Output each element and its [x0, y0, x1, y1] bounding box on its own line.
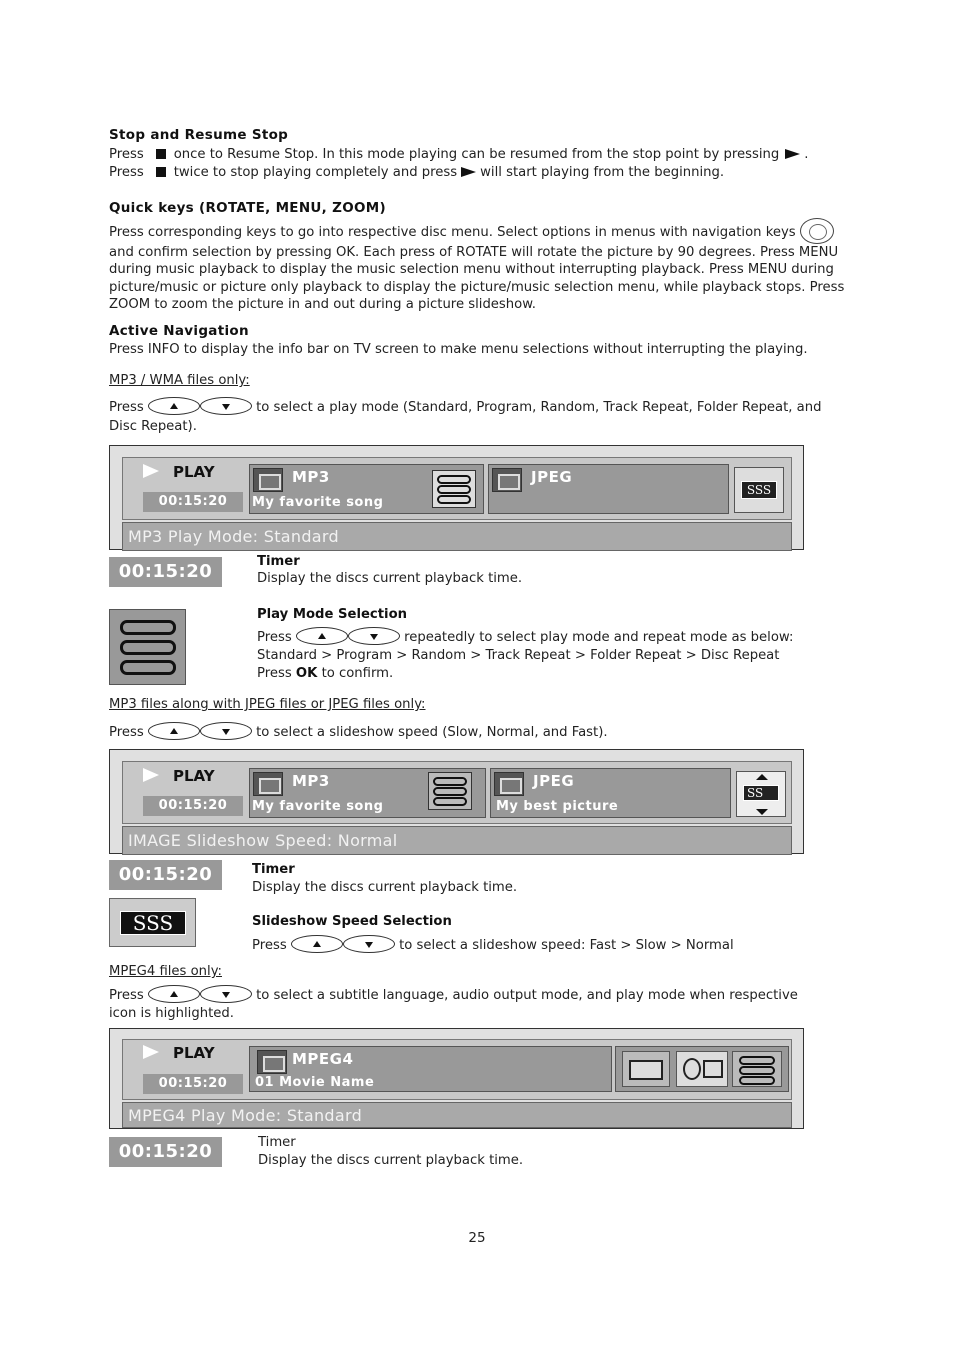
timer-display: 00:15:20	[109, 860, 222, 890]
osd-play-label: PLAY	[143, 768, 215, 786]
slideshow-speed-icon[interactable]: SS	[736, 771, 786, 817]
osd-jpeg-panel[interactable]	[488, 464, 729, 514]
play-mode-sequence: Standard > Program > Random > Track Repeat > Folder Repeat > Disc Repeat	[257, 648, 780, 663]
picture-folder-icon	[492, 468, 522, 492]
osd-song-name: My favorite song	[252, 495, 384, 510]
play-icon	[143, 768, 159, 782]
stop-line-1: Press once to Resume Stop. In this mode playing can be resumed from the stop point by pressing .	[109, 147, 809, 162]
navigation-keys-icon	[800, 218, 834, 244]
up-arrow-icon	[756, 774, 768, 780]
audio-output-icon[interactable]	[676, 1051, 728, 1087]
osd-jpeg-title: JPEG	[531, 468, 573, 486]
timer-text: Display the discs current playback time.	[258, 1153, 524, 1168]
down-arrow-icon	[200, 722, 252, 740]
active-text: Press INFO to display the info bar on TV screen to make menu selections without interrupting the playing.	[109, 342, 808, 357]
up-arrow-icon	[148, 722, 200, 740]
osd-mp3-panel[interactable]	[249, 464, 484, 514]
mp3-subhead: MP3 / WMA files only:	[109, 373, 250, 388]
play-mode-press-line: Press repeatedly to select play mode and repeat mode as below:	[257, 627, 793, 647]
osd-mode-line: MPEG4 Play Mode: Standard	[122, 1102, 792, 1128]
jpeg-subhead: MP3 files along with JPEG files or JPEG files only:	[109, 697, 426, 712]
timer-display: 00:15:20	[109, 1137, 222, 1167]
quick-paragraph: Press corresponding keys to go into respective disc menu. Select options in menus with navigation keys and confirm selection by pressing OK. Each press of ROTATE will rotate the picture by 90 degrees. Press MENU during music playback to display the music selection menu without interrupting playback. Press MENU during picture/music or picture only playback to display the picture/music selection menu, while playback stops. Press ZOOM to zoom the picture in and out during a picture slideshow.	[109, 218, 849, 314]
osd-jpeg-panel[interactable]	[490, 768, 731, 818]
play-mode-icon-large	[109, 609, 186, 685]
down-arrow-icon	[756, 809, 768, 815]
play-mode-icon[interactable]	[428, 772, 472, 810]
timer-display: 00:15:20	[109, 557, 222, 587]
osd-play-label: PLAY	[143, 464, 215, 482]
osd-play-label: PLAY	[143, 1045, 215, 1063]
play-mode-title: Play Mode Selection	[257, 607, 408, 622]
osd-mpeg4-title: MPEG4	[292, 1050, 354, 1068]
music-folder-icon	[253, 772, 283, 796]
quick-heading: Quick keys (ROTATE, MENU, ZOOM)	[109, 200, 386, 216]
timer-text: Display the discs current playback time.	[257, 571, 523, 586]
play-icon	[143, 464, 159, 478]
slideshow-speed-title: Slideshow Speed Selection	[252, 914, 452, 929]
osd-picture-name: My best picture	[496, 799, 619, 814]
stop-line-2: Press twice to stop playing completely and press will start playing from the beginning.	[109, 165, 725, 180]
osd-song-name: My favorite song	[252, 799, 384, 814]
osd-mode-line: MP3 Play Mode: Standard	[122, 522, 792, 551]
subtitle-icon[interactable]	[622, 1051, 670, 1087]
play-mode-confirm: Press OK to confirm.	[257, 666, 394, 681]
jpeg-press-line: Press to select a slideshow speed (Slow, Normal, and Fast).	[109, 722, 849, 741]
osd-jpeg-title: JPEG	[533, 772, 575, 790]
down-arrow-icon	[200, 985, 252, 1003]
slideshow-speed-press-line: Press to select a slideshow speed: Fast > Slow > Normal	[252, 935, 734, 955]
osd-movie-name: 01 Movie Name	[255, 1075, 375, 1090]
mp3-info-bar	[109, 445, 804, 550]
osd-mp3-panel[interactable]	[249, 768, 486, 818]
osd-mp3-title: MP3	[292, 468, 330, 486]
osd-time: 00:15:20	[143, 796, 243, 816]
mpeg4-info-bar	[109, 1028, 804, 1129]
down-arrow-icon	[200, 397, 252, 415]
osd-mpeg4-panel[interactable]	[249, 1046, 612, 1092]
up-arrow-icon	[296, 627, 348, 645]
slideshow-speed-icon[interactable]: SSS	[734, 467, 784, 513]
osd-time: 00:15:20	[143, 1074, 243, 1094]
timer-title: Timer	[257, 554, 300, 569]
stop-icon	[156, 167, 166, 177]
timer-title: Timer	[252, 862, 295, 877]
mp3-press-line: Press to select a play mode (Standard, Program, Random, Track Repeat, Folder Repeat, and	[109, 397, 849, 416]
osd-mode-line: IMAGE Slideshow Speed: Normal	[122, 826, 792, 855]
movie-folder-icon	[257, 1050, 287, 1074]
active-heading: Active Navigation	[109, 323, 249, 339]
up-arrow-icon	[291, 935, 343, 953]
osd-mp3-title: MP3	[292, 772, 330, 790]
stop-icon	[156, 149, 166, 159]
up-arrow-icon	[148, 985, 200, 1003]
mp3-press-line-2: Disc Repeat).	[109, 419, 197, 434]
up-arrow-icon	[148, 397, 200, 415]
timer-title: Timer	[258, 1135, 296, 1150]
osd-options-panel	[615, 1046, 789, 1092]
page-number: 25	[468, 1230, 486, 1246]
slideshow-speed-icon-large: SSS	[109, 898, 196, 947]
play-icon	[461, 167, 476, 177]
mpeg4-press-line: Press to select a subtitle language, audio output mode, and play mode when respective	[109, 985, 849, 1004]
play-icon	[785, 149, 800, 159]
play-icon	[143, 1045, 159, 1059]
timer-text: Display the discs current playback time.	[252, 880, 518, 895]
osd-time: 00:15:20	[143, 492, 243, 512]
mpeg4-press-line-2: icon is highlighted.	[109, 1006, 234, 1021]
down-arrow-icon	[343, 935, 395, 953]
play-mode-icon[interactable]	[432, 470, 476, 508]
stop-heading: Stop and Resume Stop	[109, 127, 289, 143]
picture-folder-icon	[494, 772, 524, 796]
play-mode-icon[interactable]	[732, 1051, 782, 1087]
mpeg4-subhead: MPEG4 files only:	[109, 964, 222, 979]
down-arrow-icon	[348, 627, 400, 645]
jpeg-info-bar	[109, 749, 804, 854]
music-folder-icon	[253, 468, 283, 492]
